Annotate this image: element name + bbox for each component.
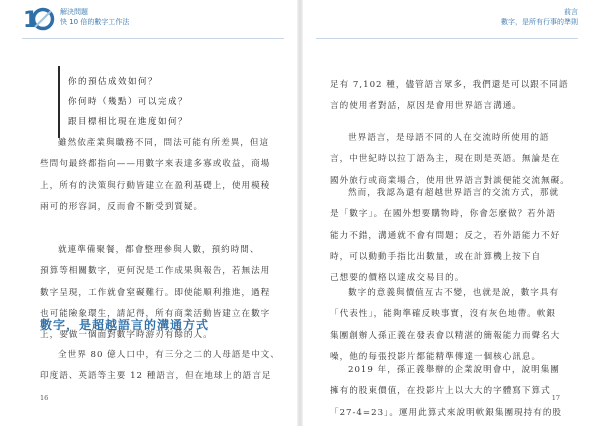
text-line: 雖然依產業與職務不同，問法可能有所差異，但這 [58,138,270,148]
right-paragraph-3 [330,183,578,289]
running-header-left [60,7,129,27]
text-line: 數字的意義與價值亙古不變，也就是說，數字具有 [348,288,560,298]
right-paragraph-5 [330,360,578,424]
page-number-left: 16 [40,394,49,402]
question-line: 跟目標相比現在進度如何？ [68,117,189,127]
left-paragraph-3 [40,345,285,388]
text-line: 噪，他的每張投影片都能精準傳達一個核心訊息。 [330,351,542,362]
text-line: 言的使用者對話，原因是會用世界語言溝通。 [330,101,522,112]
text-line: 己想要的價格以達成交易目的。 [330,273,465,284]
question-line: 你的預估成效如何？ [68,77,159,87]
text-line: 預算等相關數字，更何況是工作成果與報告，若無法用 [40,266,271,277]
text-line: 「代表性」，能夠準確反映事實，沒有灰色地帶。軟銀 [330,309,556,320]
running-header-right [418,7,578,27]
text-line: 世界語言，是母語不同的人在交流時所使用的語 [348,133,550,143]
text-line: 上，所有的決策與行動皆建立在盈利基礎上，使用模稜 [40,180,271,191]
text-line: 數字呈現，工作就會窒礙難行。即使能順利推進，過程 [40,287,271,298]
question-box [58,66,296,138]
text-line: 足有 7,102 種，儘管語言眾多，我們還是可以跟不同語 [330,80,569,90]
header-rule-left [22,38,284,39]
right-paragraph-1 [330,75,578,118]
text-line: 印度語、英語等主要 12 種語言，但在地球上的語言足 [40,371,272,382]
header-series-name: 解決問題 [60,8,88,16]
text-line: 然而，我認為還有超越世界語言的交流方式，那就 [348,188,560,198]
text-line: 「27-4=23」。運用此算式來說明軟銀集團現持有的股 [330,407,563,418]
text-line: 兩可的形容詞，反而會不斷受到質疑。 [40,201,204,212]
question-line: 你何時（幾點）可以完成？ [68,97,189,107]
text-line: 全世界 80 億人口中，有三分之二的人母語是中文、 [58,350,280,360]
text-line: 能力不錯，溝通就不會有問題；反之，若外語能力不好 [330,230,561,241]
header-chapter-title: 數字，是所有行事的準則 [501,18,578,26]
text-line: 國外旅行或商業場合，使用世界語言對談便能交流無礙。 [330,175,570,186]
right-paragraph-4 [330,283,578,368]
svg-text:1: 1 [23,8,39,33]
text-line: 言，中世紀時以拉丁語為主，現在則是英語。無論是在 [330,154,561,165]
text-line: 集團創辦人孫正義在發表會以精湛的簡報能力而聲名大 [330,330,561,341]
book-series-logo [22,5,56,33]
left-paragraph-1 [40,133,285,218]
text-line: 時，可以動動手指比出數量，或在計算機上按下自 [330,251,542,262]
header-section-name: 前言 [564,8,578,16]
page-number-right: 17 [551,394,560,402]
text-line: 也可能險象環生，請記得，所有商業活動皆建立在數字 [40,308,271,319]
section-heading: 數字，是超越語言的溝通方式 [40,318,210,332]
text-line: 就連準備聚餐，都會整理參與人數，預約時間、 [58,245,260,255]
text-line: 是「數字」。在國外想要購物時，你會怎麼做？若外語 [330,209,556,220]
header-rule-right [316,38,578,39]
header-book-title: 快 10 倍的數字工作法 [60,18,130,26]
book-gutter [297,0,303,426]
text-line: 2019 年，孫正義舉辦的企業說明會中，說明集團 [348,365,560,375]
text-line: 上，要做一個面對數字時游刃有餘的人。 [40,330,213,341]
text-line: 些問句最終都指向——用數字來表達多寡或收益，商場 [40,159,271,170]
text-line: 擁有的股東價值，在投影片上以大大的字體寫下算式 [330,386,551,397]
